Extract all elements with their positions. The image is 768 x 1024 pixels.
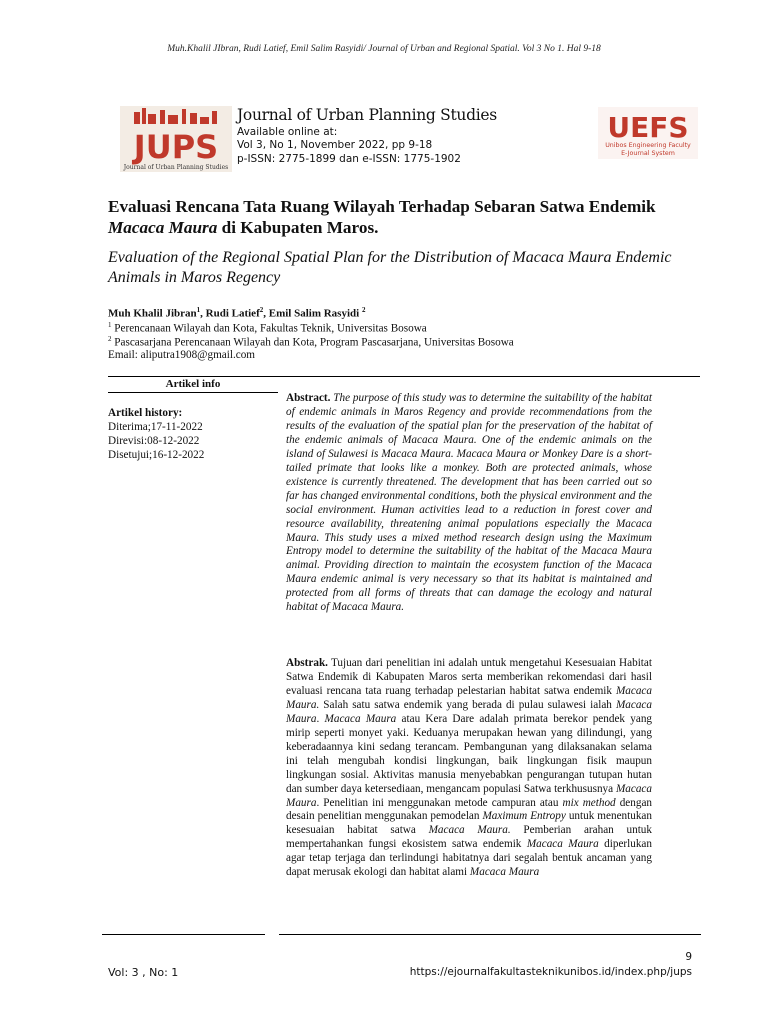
uefs-logo-sub2: E-Journal System xyxy=(621,150,675,157)
journal-title: Journal of Urban Planning Studies xyxy=(237,106,497,124)
date-revised: Direvisi:08-12-2022 xyxy=(108,435,200,447)
running-head: Muh.Khalil JIbran, Rudi Latief, Emil Salim Rasyidi/ Journal of Urban and Regional Spatial. Vol 3 No 1. Hal 9-18 xyxy=(167,44,601,54)
title-indonesian: Evaluasi Rencana Tata Ruang Wilayah Terhadap Sebaran Satwa Endemik Macaca Maura di Kabupaten Maros. xyxy=(108,197,656,237)
abstract-indonesian: Abstrak. Tujuan dari penelitian ini adalah untuk mengetahui Kesesuaian Habitat Satwa Endemik di Kabupaten Maros serta memberikan rekomendasi dari hasil evaluasi rencana tata ruang terhadap pelestarian habitat satwa endemik Macaca Maura. Salah satu satwa endemik yang berada di pulau sulawesi ialah Macaca Maura. Macaca Maura atau Kera Dare adalah primata berekor pendek yang mirip seperti monyet yaki. Keduanya merupakan hewan yang dilindungi, yang keberadaannya kini sedang terancam. Pembangunan yang dilaksanakan selama ini telah mengubah kondisi lingkungan, baik lingkungan fisik maupun lingkungan sosial. Aktivitas manusia menyebabkan pengurangan tutupan hutan dan sumber daya ketersediaan, mengancam populasi Satwa terkhususnya Macaca Maura. Penelitian ini menggunakan metode campuran atau mix method dengan desain penelitian menggunakan pemodelan Maximum Entropy untuk menentukan kesesuaian habitat satwa Macaca Maura. Pemberian arahan untuk mempertahankan fungsi ekosistem satwa endemik Macaca Maura diperlukan agar tetap terjaga dan terlindungi habitatnya dari segalah bentuk ancaman yang dapat merusak ekologi dan habitat alami Macaca Maura xyxy=(286,657,653,879)
title-english: Evaluation of the Regional Spatial Plan for the Distribution of Macaca Maura Endemic Animals in Maros Regency xyxy=(108,249,672,286)
authors: Muh Khalil Jibran$^1$, Rudi Latief$^2$, Emil Salim Rasyidi $^2$ xyxy=(108,306,366,320)
uefs-logo-text: UEFS xyxy=(607,111,689,144)
rule-info xyxy=(108,392,278,393)
journal-volume: Vol 3, No 1, November 2022, pp 9-18 xyxy=(237,139,433,151)
footer-url-link[interactable]: https://ejournalfakultasteknikunibos.id/index.php/jups xyxy=(409,966,692,978)
article-history-title: Artikel history: xyxy=(108,407,183,419)
jups-logo-text: JUPS xyxy=(133,128,219,166)
date-accepted: Disetujui;16-12-2022 xyxy=(108,449,205,461)
article-info-heading: Artikel info xyxy=(165,378,221,390)
affiliation-2: $^2$ Pascasarjana Perencanaan Wilayah dan Kota, Program Pascasarjana, Universitas Bosowa xyxy=(108,335,514,349)
journal-available: Available online at: xyxy=(237,126,338,138)
footer-volume: Vol: 3 , No: 1 xyxy=(108,966,179,979)
abstract-english: Abstract. The purpose of this study was to determine the suitability of the habitat of endemic animals in Maros Regency and provide recommendations from the results of the evaluation of the spatial plan for the preservation of the habitat of the endemic animals of Macaca Maura. One of the endemic animals on the island of Sulawesi is Macaca Maura. Macaca Maura or Monkey Dare is a short-tailed primate that looks like a monkey. Both are protected animals, whose existence is currently threatened. The development that has been carried out so far has changed environmental conditions, both the physical environment and the social environment. Human activities lead to a reduction in forest cover and resource availability, threatening animal populations especially the Macaca Maura. This study uses a mixed method research design using the Maximum Entropy model to determine the suitability of the habitat of the Macaca Maura animal. Providing direction to maintain the ecosystem function of the Macaca Maura endemic animal is very necessary so that its habitat is maintained and protected from all forms of threats that can damage the ecology and natural habitat of Macaca Maura. xyxy=(286,392,652,614)
uefs-logo xyxy=(598,107,698,159)
affiliation-1: $^1$ Perencanaan Wilayah dan Kota, Fakultas Teknik, Universitas Bosowa xyxy=(108,321,427,335)
date-received: Diterima;17-11-2022 xyxy=(108,421,203,433)
jups-logo xyxy=(120,106,232,172)
rule-bottom-right xyxy=(279,934,701,935)
rule-bottom-left xyxy=(102,934,265,935)
jups-logo-subtitle: Journal of Urban Planning Studies xyxy=(123,164,229,171)
email: Email: aliputra1908@gmail.com xyxy=(108,349,256,361)
page-number: 9 xyxy=(685,951,692,963)
rule-top xyxy=(108,376,700,377)
uefs-logo-sub1: Unibos Engineering Faculty xyxy=(605,142,691,149)
journal-issn: p-ISSN: 2775-1899 dan e-ISSN: 1775-1902 xyxy=(237,153,461,165)
